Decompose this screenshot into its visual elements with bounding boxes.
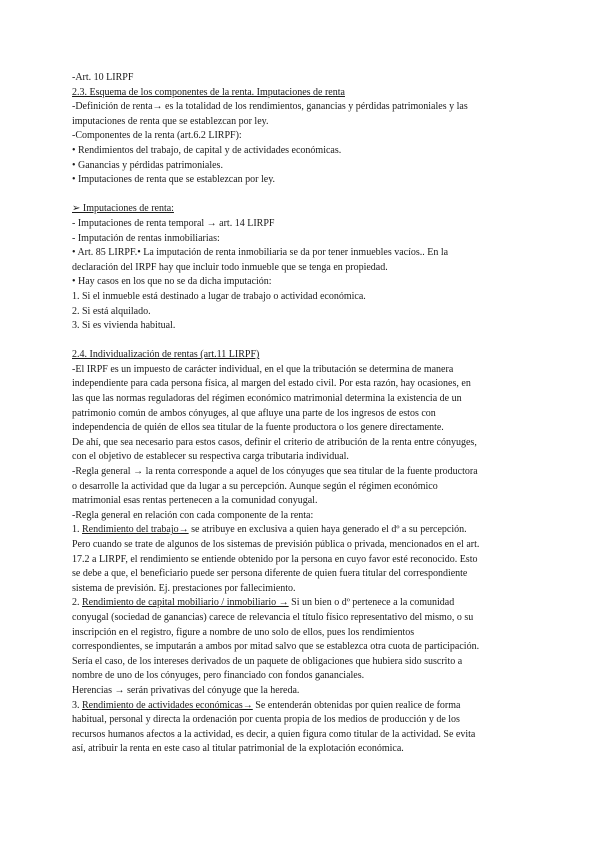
text-line: se debe a que, el beneficiario puede ser persona diferente de quien fuera titular del correspondiente bbox=[72, 568, 468, 580]
text-line: independencia de quién de ellos sea titular de la fuente productora o los genere directamente. bbox=[72, 422, 444, 434]
text-line: con el objetivo de establecer su respectiva carga tributaria individual. bbox=[72, 451, 349, 463]
section-heading: ➢ Imputaciones de renta: bbox=[72, 203, 174, 215]
text-line: declaración del IRPF hay que incluir todo inmueble que se tenga en propiedad. bbox=[72, 261, 388, 273]
text-line: patrimonio común de ambos cónyuges, al que afluye una parte de los ingresos de estos con bbox=[72, 407, 436, 419]
item-number: 2. bbox=[72, 597, 80, 609]
text-line: Herencias → serán privativas del cónyuge que la hereda. bbox=[72, 684, 300, 696]
text-line: matrimonial esas rentas pertenecen a la comunidad conyugal. bbox=[72, 495, 318, 507]
text-line: -Definición de renta→ es la totalidad de los rendimientos, ganancias y pérdidas patrimoniales y las bbox=[72, 101, 468, 113]
text-line: correspondientes, se imputarán a ambos por mitad salvo que se establezca otra cuota de participación. bbox=[72, 641, 480, 653]
text-line: recursos humanos afectos a la actividad, es decir, a quien figura como titular de la actividad. Se evita bbox=[72, 728, 476, 740]
text-line: inscripción en el registro, figure a nombre de uno solo de ellos, pues los rendimientos bbox=[72, 626, 415, 638]
item-heading: Rendimiento de actividades económicas→ bbox=[82, 699, 253, 711]
item-heading: Rendimiento de capital mobiliario / inmobiliario → bbox=[82, 597, 289, 609]
text-line: conyugal (sociedad de ganancias) carece de relevancia el título físico representativo del mismo, o su bbox=[72, 611, 474, 623]
item-text: Si un bien o dº pertenece a la comunidad bbox=[288, 597, 455, 609]
text-line: independiente para cada persona física, al margen del estado civil. Por esta razón, hay ocasiones, en bbox=[72, 378, 471, 390]
text-line: • Hay casos en los que no se da dicha imputación: bbox=[72, 276, 272, 288]
item-text: se atribuye en exclusiva a quien haya generado el dº a su percepción. bbox=[188, 524, 467, 536]
text-line: 17.2 a LIRPF, el rendimiento se entiende obtenido por la persona en cuyo favor esté reconocido. Esto bbox=[72, 553, 478, 565]
text-line: • Rendimientos del trabajo, de capital y de actividades económicas. bbox=[72, 144, 342, 156]
item-number: 1. bbox=[72, 524, 80, 536]
text-line: -Componentes de la renta (art.6.2 LIRPF): bbox=[72, 130, 242, 142]
text-line: - Imputaciones de renta temporal → art. 14 LIRPF bbox=[72, 217, 275, 229]
text-line: 3. Si es vivienda habitual. bbox=[72, 320, 176, 332]
text-line: o desarrolle la actividad que da lugar a su percepción. Aunque según el régimen económico bbox=[72, 480, 438, 492]
item-number: 3. bbox=[72, 699, 80, 711]
section-heading: 2.3. Esquema de los componentes de la renta. Imputaciones de renta bbox=[72, 86, 345, 98]
text-line: -Art. 10 LIRPF bbox=[72, 72, 134, 83]
text-line: 2. Si está alquilado. bbox=[72, 305, 151, 317]
text-line: - Imputación de rentas inmobiliarias: bbox=[72, 232, 220, 244]
text-line: habitual, personal y directa la ordenación por cuenta propia de los medios de producción y de los bbox=[72, 714, 460, 726]
document-body bbox=[72, 71, 528, 757]
text-line: -Regla general en relación con cada componente de la renta: bbox=[72, 509, 314, 521]
text-line: • Imputaciones de renta que se establezcan por ley. bbox=[72, 174, 276, 186]
text-line: -El IRPF es un impuesto de carácter individual, en el que la tributación se determina de manera bbox=[72, 363, 454, 375]
text-line: imputaciones de renta que se establezcan por ley. bbox=[72, 115, 269, 127]
item-text: Se entenderán obtenidas por quien realice de forma bbox=[252, 699, 461, 711]
text-line: De ahí, que sea necesario para estos casos, definir el criterio de atribución de la renta entre cónyuges, bbox=[72, 436, 477, 448]
text-line: Sería el caso, de los intereses derivados de un paquete de obligaciones que hubiera sido suscrito a bbox=[72, 655, 463, 667]
blank-line bbox=[72, 188, 528, 203]
numbered-item-line bbox=[72, 699, 528, 714]
blank-line bbox=[72, 334, 528, 349]
numbered-item-line bbox=[72, 596, 528, 611]
text-line: -Regla general → la renta corresponde a aquel de los cónyuges que sea titular de la fuente productora bbox=[72, 466, 478, 478]
text-line: sistema de previsión. Ej. prestaciones por fallecimiento. bbox=[72, 582, 296, 594]
numbered-item-line bbox=[72, 523, 528, 538]
item-heading: Rendimiento del trabajo→ bbox=[82, 524, 189, 536]
text-line: Pero cuando se trate de algunos de los sistemas de previsión pública o privada, mencionados en el art. bbox=[72, 539, 480, 550]
text-line: • Art. 85 LIRPF.• La imputación de renta inmobiliaria se da por tener inmuebles vacíos.. En la bbox=[72, 247, 449, 259]
text-line: nombre de uno de los cónyuges, pero financiado con fondos gananciales. bbox=[72, 670, 365, 682]
text-line: 1. Si el inmueble está destinado a lugar de trabajo o actividad económica. bbox=[72, 290, 366, 302]
section-heading: 2.4. Individualización de rentas (art.11 LIRPF) bbox=[72, 349, 260, 361]
text-line: • Ganancias y pérdidas patrimoniales. bbox=[72, 159, 223, 171]
text-line: así, atribuir la renta en este caso al titular patrimonial de la explotación económica. bbox=[72, 743, 404, 755]
text-line: las que las normas reguladoras del régimen económico matrimonial determina la existencia de un bbox=[72, 393, 462, 405]
